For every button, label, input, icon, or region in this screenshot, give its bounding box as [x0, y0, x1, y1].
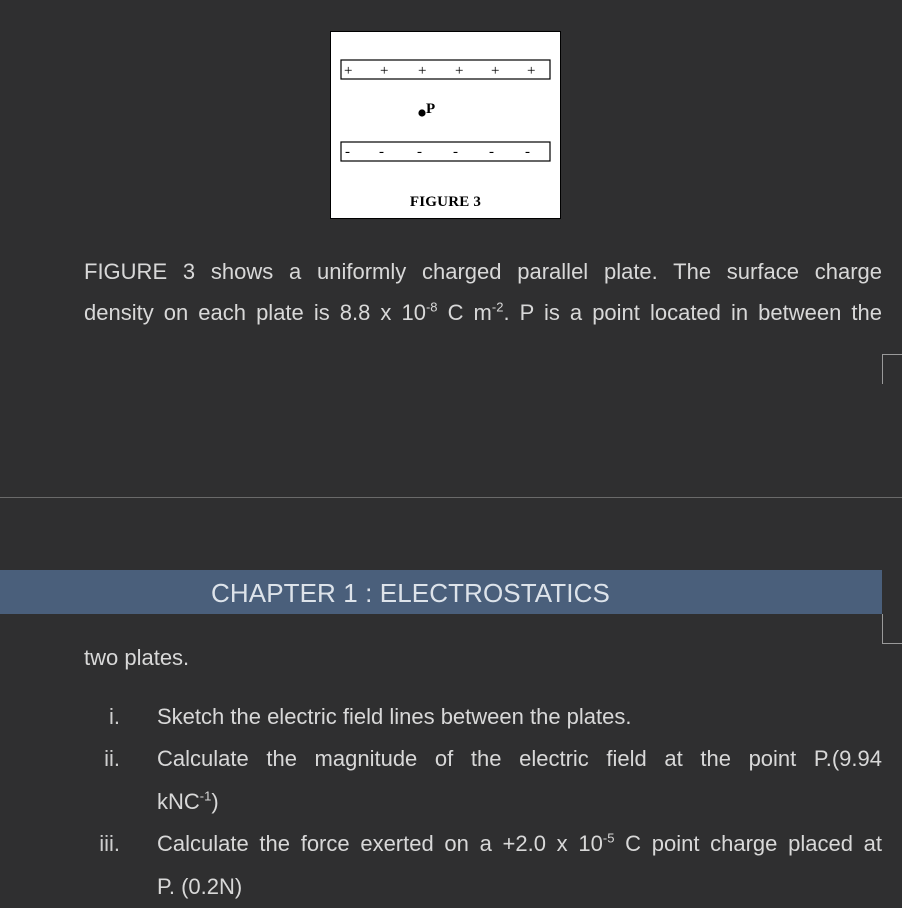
parallel-plates-diagram: [331, 32, 562, 220]
positive-plate: [341, 60, 550, 79]
paragraph-line-2: density on each plate is 8.8 x $10^{-8}$ C $m^{-2}$. P is a point located in between the: [84, 299, 882, 325]
minus-sign: -: [525, 144, 530, 160]
page-corner-mark-bottom: [882, 614, 902, 644]
minus-signs: [345, 144, 530, 160]
question-text: Calculate the magnitude of the electric field at the point P.(9.94 kNC$^{-1}$): [157, 746, 882, 814]
plus-signs: [344, 63, 535, 79]
plus-sign: +: [527, 63, 536, 79]
plus-sign: +: [418, 63, 427, 79]
question-text: Sketch the electric field lines between the plates.: [157, 704, 632, 729]
minus-sign: -: [453, 144, 458, 160]
point-p-label: P: [426, 101, 436, 117]
minus-sign: -: [345, 144, 350, 160]
question-number: i.: [109, 704, 120, 729]
negative-plate: [341, 142, 550, 161]
minus-sign: -: [489, 144, 494, 160]
question-number: ii.: [104, 746, 120, 771]
chapter-header-bar: [0, 570, 882, 614]
figure-3: [330, 31, 561, 219]
plus-sign: +: [455, 63, 464, 79]
page-corner-mark-top: [882, 354, 902, 384]
chapter-title: CHAPTER 1 : ELECTROSTATICS: [211, 578, 610, 608]
plus-sign: +: [380, 63, 389, 79]
plus-sign: +: [491, 63, 500, 79]
plus-sign: +: [344, 63, 353, 79]
question-text: Calculate the force exerted on a +2.0 x $10^{-5}$ C point charge placed at P. (0.2N): [157, 830, 882, 899]
paragraph-continuation: two plates.: [84, 645, 190, 670]
question-number: iii.: [99, 831, 120, 856]
paragraph-line-1: FIGURE 3 shows a uniformly charged parallel plate. The surface charge: [84, 259, 882, 284]
point-p-dot: [418, 109, 425, 116]
minus-sign: -: [379, 144, 384, 160]
figure-caption: FIGURE 3: [409, 194, 482, 210]
page-divider: [0, 497, 902, 498]
minus-sign: -: [417, 144, 422, 160]
